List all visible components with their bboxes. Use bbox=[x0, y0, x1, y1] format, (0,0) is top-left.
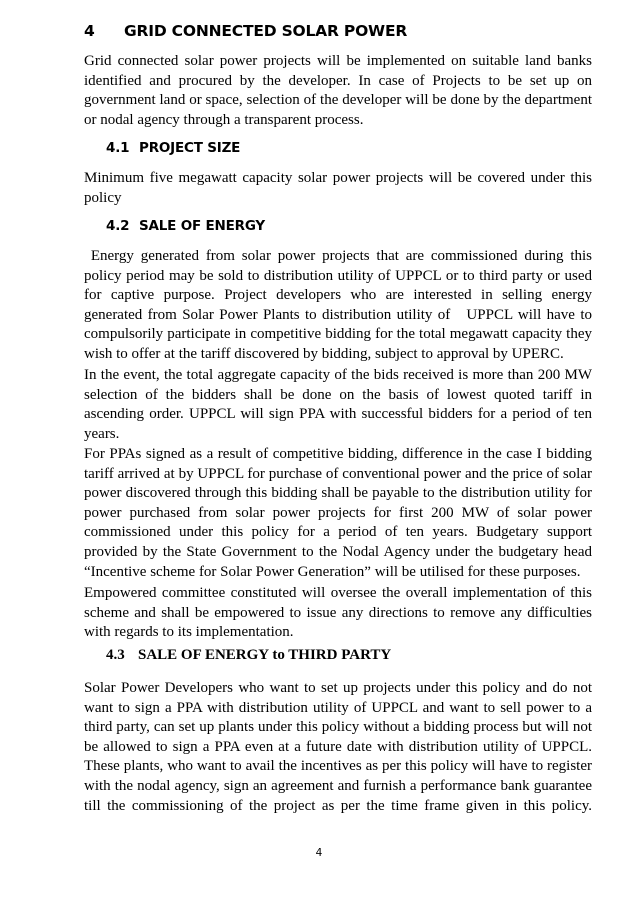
section-heading bbox=[84, 22, 407, 40]
sale-of-energy-paragraph-2: In the event, the total aggregate capacity of the bids received is more than 200 MW selection of the bidders shall be done on the basis of lowest quoted tariff in ascending order. UPPCL will sign PPA with successful bidders for a period of ten years. bbox=[84, 367, 592, 442]
sale-of-energy-paragraph-1: Energy generated from solar power projects that are commissioned during this policy period may be sold to distribution utility of UPPCL or to third party or used for captive purpose. Project developers who are interested in selling energy generated from Solar Power Plants to distribution utility of UPPCL will have to compulsorily participate in competitive bidding for the total megawatt capacity they wish to offer at the tariff discovered by bidding, subject to approval by UPERC. bbox=[84, 248, 596, 362]
sale-of-energy-paragraph-3: For PPAs signed as a result of competitive bidding, difference in the case I bidding tariff arrived at by UPPCL for purchase of conventional power and the price of solar power discovered through this bidding shall be payable to the distribution utility for power purchased from solar power projects for first 200 MW of solar power commissioned under this policy for a period of ten years. Budgetary support provided by the State Government to the Nodal Agency under the budgetary head “Incentive scheme for Solar Power Generation” will be utilised for these purposes. bbox=[84, 446, 592, 580]
subsection-heading-project-size bbox=[106, 140, 240, 156]
subsection-title: PROJECT SIZE bbox=[139, 140, 241, 156]
subsection-heading-sale-of-energy bbox=[106, 218, 265, 234]
project-size-paragraph: Minimum five megawatt capacity solar power projects will be covered under this policy bbox=[84, 170, 592, 206]
third-party-paragraph: Solar Power Developers who want to set up projects under this policy and do not want to sign a PPA with distribution utility of UPPCL and want to sell power to a third party, can set up plants under this policy without a bidding process but will not be allowed to sign a PPA even at a future date with distribution utility of UPPCL. These plants, who want to avail the incentives as per this policy will have to register with the nodal agency, sign an agreement and furnish a performance bank guarantee till the commissioning of the project as per the time frame given in this policy. bbox=[84, 680, 592, 814]
section-title: GRID CONNECTED SOLAR POWER bbox=[124, 22, 408, 40]
subsection-number: 4.2 bbox=[106, 218, 130, 234]
subsection-heading-third-party bbox=[106, 647, 391, 664]
section-number: 4 bbox=[84, 22, 95, 40]
section-intro-paragraph: Grid connected solar power projects will be implemented on suitable land banks identified and procured by the developer. In case of Projects to be set up on government land or space, selection of the developer will be done by the department or nodal agency through a transparent process. bbox=[84, 53, 592, 128]
subsection-title: SALE OF ENERGY bbox=[139, 218, 265, 234]
page-number: 4 bbox=[315, 847, 323, 859]
sale-of-energy-paragraph-4: Empowered committee constituted will oversee the overall implementation of this scheme and shall be empowered to issue any directions to remove any difficulties with regards to its implementation. bbox=[84, 585, 592, 641]
subsection-number: 4.1 bbox=[106, 140, 130, 156]
subsection-number: 4.3 bbox=[106, 647, 125, 663]
subsection-title: SALE OF ENERGY to THIRD PARTY bbox=[138, 647, 392, 663]
